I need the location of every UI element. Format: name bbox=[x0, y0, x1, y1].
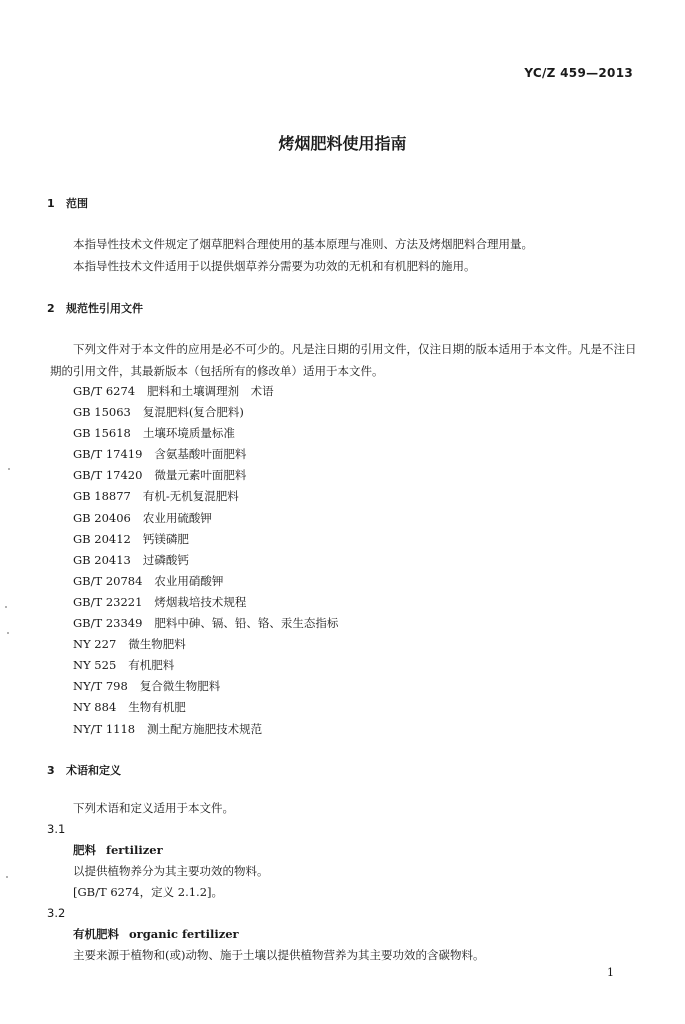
reference-title: 钙镁磷肥 bbox=[142, 531, 189, 546]
term-number: 3.1 bbox=[47, 822, 66, 836]
reference-title: 有机肥料 bbox=[128, 658, 175, 673]
term-english: organic fertilizer bbox=[129, 927, 239, 941]
reference-title: 测土配方施肥技术规范 bbox=[147, 721, 263, 736]
reference-title: 有机-无机复混肥料 bbox=[142, 489, 239, 504]
reference-code: GB 20406 bbox=[73, 510, 131, 525]
standard-code: YC/Z 459—2013 bbox=[524, 66, 633, 80]
term-definition: 以提供植物养分为其主要功效的物料。 bbox=[73, 864, 269, 878]
scan-speck bbox=[8, 468, 10, 470]
paragraph-text: 本指导性技术文件适用于以提供烟草养分需要为功效的无机和有机肥料的施用。 bbox=[73, 259, 476, 273]
section-number: 3 bbox=[47, 764, 55, 777]
paragraph-text: 本指导性技术文件规定了烟草肥料合理使用的基本原理与准则、方法及烤烟肥料合理用量。 bbox=[73, 237, 533, 251]
scan-speck bbox=[7, 632, 9, 634]
reference-item bbox=[73, 592, 338, 613]
reference-title: 过磷酸钙 bbox=[142, 552, 189, 567]
section-2-heading bbox=[47, 300, 143, 316]
reference-title: 微量元素叶面肥料 bbox=[154, 468, 247, 483]
term-chinese: 肥料 bbox=[73, 843, 96, 857]
section-2-intro bbox=[50, 338, 638, 382]
reference-code: NY 525 bbox=[73, 658, 117, 673]
reference-title: 农业用硝酸钾 bbox=[154, 573, 224, 588]
reference-code: GB/T 17420 bbox=[73, 468, 143, 483]
reference-code: GB/T 17419 bbox=[73, 447, 143, 462]
term-definition: 主要来源于植物和(或)动物、施于土壤以提供植物营养为其主要功效的含碳物料。 bbox=[73, 948, 485, 962]
reference-title: 含氨基酸叶面肥料 bbox=[154, 447, 247, 462]
term-source: [GB/T 6274，定义 2.1.2]。 bbox=[73, 885, 223, 899]
reference-item bbox=[73, 402, 338, 423]
document-title: 烤烟肥料使用指南 bbox=[278, 134, 407, 153]
reference-item bbox=[73, 655, 338, 676]
reference-item bbox=[73, 444, 338, 465]
section-1-paragraph-2 bbox=[50, 255, 630, 277]
normative-reference-list bbox=[73, 381, 338, 740]
section-3-intro: 下列术语和定义适用于本文件。 bbox=[73, 801, 234, 815]
reference-item bbox=[73, 508, 338, 529]
reference-title: 生物有机肥 bbox=[128, 700, 186, 715]
scan-speck bbox=[6, 876, 8, 878]
reference-title: 土壤环境质量标准 bbox=[142, 426, 235, 441]
term-chinese: 有机肥料 bbox=[73, 927, 119, 941]
page-number: 1 bbox=[607, 966, 614, 979]
reference-code: GB/T 23221 bbox=[73, 594, 143, 609]
reference-code: GB 20412 bbox=[73, 531, 131, 546]
reference-code: GB 20413 bbox=[73, 552, 131, 567]
reference-title: 复合微生物肥料 bbox=[139, 679, 221, 694]
reference-item bbox=[73, 697, 338, 718]
reference-title: 肥料中砷、镉、铅、铬、汞生态指标 bbox=[154, 616, 339, 631]
reference-code: GB 18877 bbox=[73, 489, 131, 504]
term-heading bbox=[73, 926, 239, 942]
section-number: 1 bbox=[47, 197, 55, 210]
section-3-heading bbox=[47, 762, 121, 778]
reference-title: 微生物肥料 bbox=[128, 637, 186, 652]
reference-item bbox=[73, 613, 338, 634]
reference-title: 肥料和土壤调理剂 术语 bbox=[147, 384, 274, 398]
reference-code: GB/T 20784 bbox=[73, 573, 143, 588]
section-title: 术语和定义 bbox=[66, 764, 121, 777]
term-english: fertilizer bbox=[106, 843, 163, 857]
section-1-heading bbox=[47, 195, 88, 211]
reference-code: GB 15618 bbox=[73, 426, 131, 441]
section-title: 规范性引用文件 bbox=[66, 302, 143, 315]
reference-item bbox=[73, 486, 338, 507]
reference-item bbox=[73, 550, 338, 571]
reference-item bbox=[73, 634, 338, 655]
reference-code: GB/T 6274 bbox=[73, 384, 136, 398]
reference-item bbox=[73, 423, 338, 444]
reference-item bbox=[73, 529, 338, 550]
term-number: 3.2 bbox=[47, 906, 66, 920]
section-1-paragraph-1 bbox=[50, 233, 630, 255]
reference-title: 烤烟栽培技术规程 bbox=[154, 594, 247, 609]
reference-code: NY/T 798 bbox=[73, 679, 128, 694]
reference-item bbox=[73, 381, 338, 402]
section-number: 2 bbox=[47, 302, 55, 315]
paragraph-text: 下列文件对于本文件的应用是必不可少的。凡是注日期的引用文件，仅注日期的版本适用于本文件。凡是不注日期的引用文件，其最新版本（包括所有的修改单）适用于本文件。 bbox=[50, 342, 637, 378]
reference-item bbox=[73, 719, 338, 740]
reference-code: GB/T 23349 bbox=[73, 616, 143, 631]
reference-title: 农业用硫酸钾 bbox=[142, 510, 212, 525]
reference-code: NY 227 bbox=[73, 637, 117, 652]
reference-code: GB 15063 bbox=[73, 405, 131, 420]
scan-speck bbox=[5, 606, 7, 608]
term-heading bbox=[73, 842, 163, 858]
reference-item bbox=[73, 676, 338, 697]
reference-item bbox=[73, 571, 338, 592]
reference-code: NY/T 1118 bbox=[73, 721, 136, 736]
reference-title: 复混肥料(复合肥料) bbox=[142, 405, 244, 420]
section-title: 范围 bbox=[66, 197, 88, 210]
reference-code: NY 884 bbox=[73, 700, 117, 715]
reference-item bbox=[73, 465, 338, 486]
